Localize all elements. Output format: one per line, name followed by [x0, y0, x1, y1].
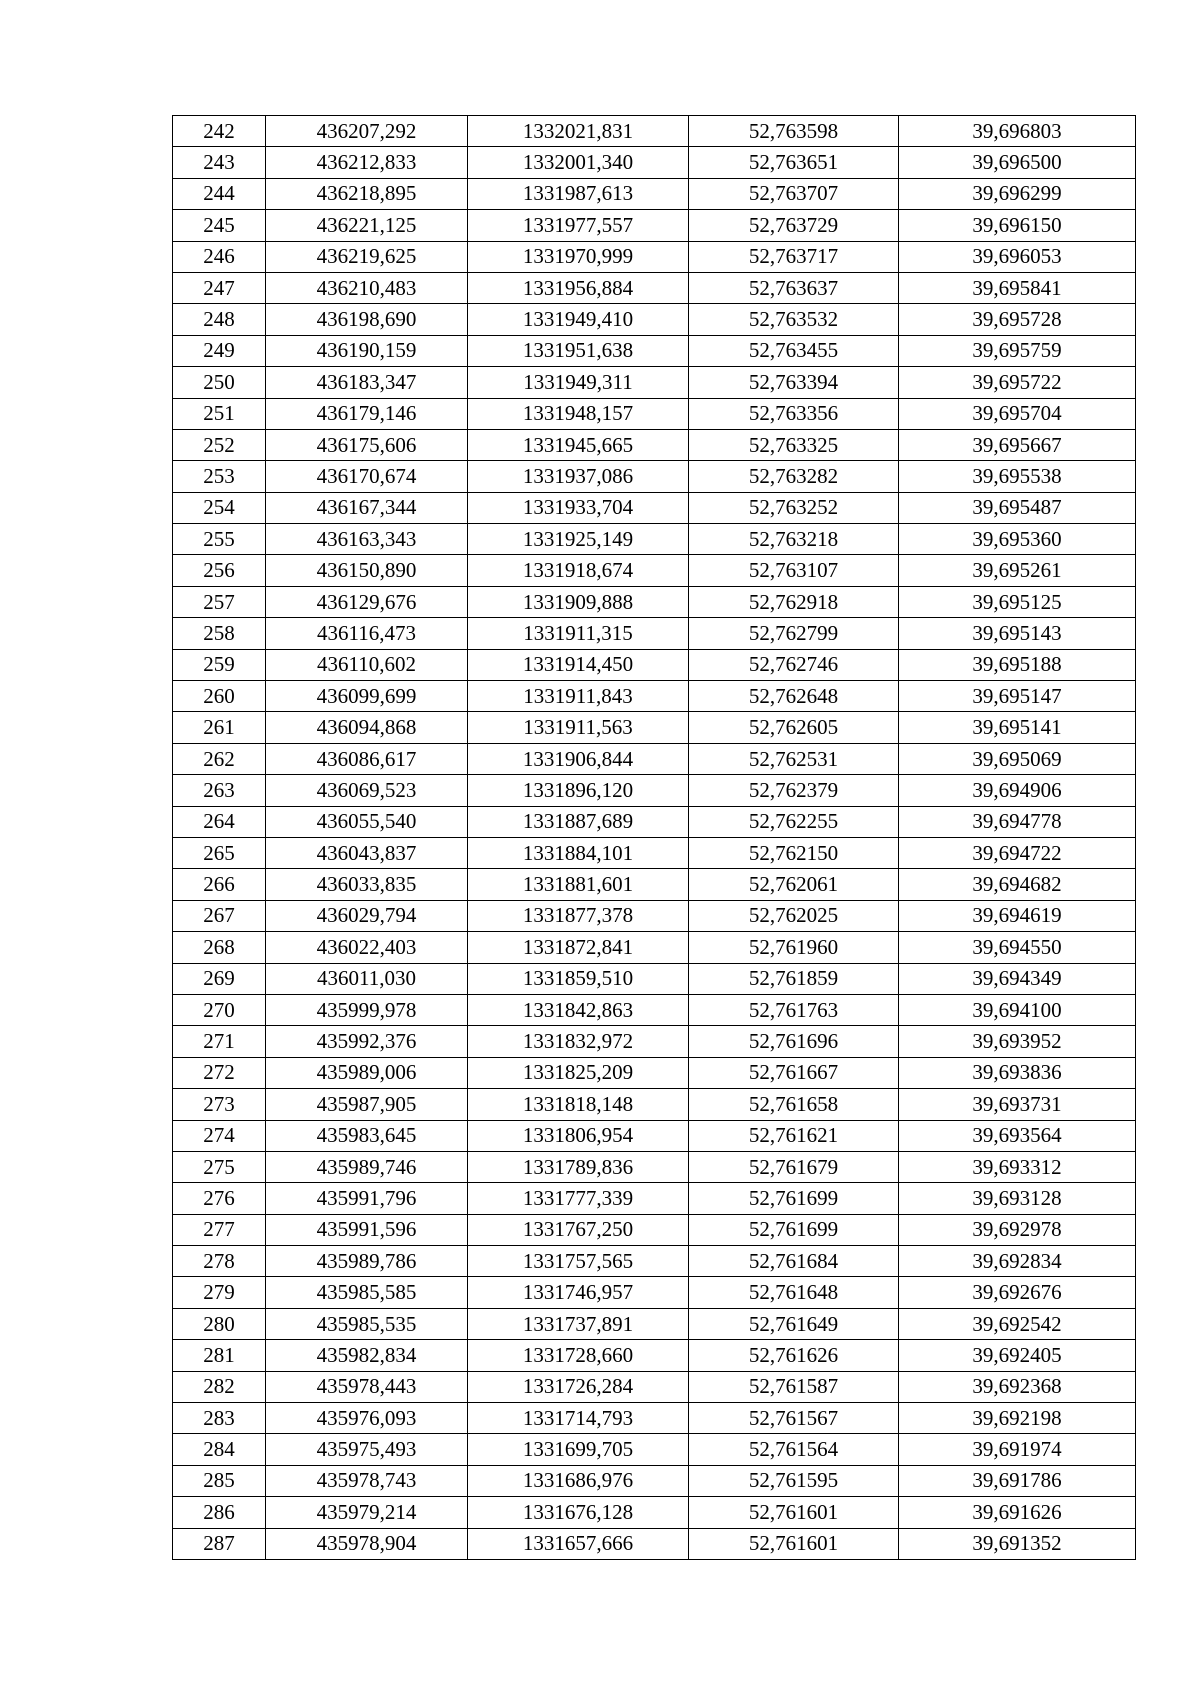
table-row [173, 335, 1136, 366]
point-number-cell: 263 [173, 775, 266, 806]
point-number-cell: 262 [173, 743, 266, 774]
latitude-cell: 52,763455 [689, 335, 899, 366]
point-number-cell: 281 [173, 1340, 266, 1371]
table-row [173, 1089, 1136, 1120]
longitude-cell: 39,693312 [899, 1151, 1136, 1182]
y-coordinate-cell: 1331872,841 [468, 932, 689, 963]
longitude-cell: 39,695667 [899, 429, 1136, 460]
point-number-cell: 280 [173, 1308, 266, 1339]
point-number-cell: 264 [173, 806, 266, 837]
x-coordinate-cell: 436221,125 [266, 210, 468, 241]
x-coordinate-cell: 435985,535 [266, 1308, 468, 1339]
longitude-cell: 39,694722 [899, 837, 1136, 868]
latitude-cell: 52,761601 [689, 1528, 899, 1559]
latitude-cell: 52,761567 [689, 1403, 899, 1434]
x-coordinate-cell: 436116,473 [266, 618, 468, 649]
latitude-cell: 52,763107 [689, 555, 899, 586]
latitude-cell: 52,763532 [689, 304, 899, 335]
y-coordinate-cell: 1331726,284 [468, 1371, 689, 1402]
table-row [173, 1183, 1136, 1214]
longitude-cell: 39,694682 [899, 869, 1136, 900]
table-row [173, 869, 1136, 900]
latitude-cell: 52,762025 [689, 900, 899, 931]
x-coordinate-cell: 436055,540 [266, 806, 468, 837]
x-coordinate-cell: 436029,794 [266, 900, 468, 931]
table-row [173, 1528, 1136, 1559]
longitude-cell: 39,694906 [899, 775, 1136, 806]
latitude-cell: 52,762061 [689, 869, 899, 900]
latitude-cell: 52,761679 [689, 1151, 899, 1182]
y-coordinate-cell: 1331746,957 [468, 1277, 689, 1308]
longitude-cell: 39,693952 [899, 1026, 1136, 1057]
table-row [173, 681, 1136, 712]
point-number-cell: 273 [173, 1089, 266, 1120]
y-coordinate-cell: 1331699,705 [468, 1434, 689, 1465]
longitude-cell: 39,695538 [899, 461, 1136, 492]
point-number-cell: 272 [173, 1057, 266, 1088]
longitude-cell: 39,696299 [899, 178, 1136, 209]
longitude-cell: 39,695487 [899, 492, 1136, 523]
table-row [173, 116, 1136, 147]
y-coordinate-cell: 1331881,601 [468, 869, 689, 900]
latitude-cell: 52,763282 [689, 461, 899, 492]
longitude-cell: 39,693836 [899, 1057, 1136, 1088]
point-number-cell: 259 [173, 649, 266, 680]
coordinates-table [172, 115, 1136, 1560]
x-coordinate-cell: 435983,645 [266, 1120, 468, 1151]
x-coordinate-cell: 436022,403 [266, 932, 468, 963]
point-number-cell: 258 [173, 618, 266, 649]
point-number-cell: 257 [173, 586, 266, 617]
latitude-cell: 52,761626 [689, 1340, 899, 1371]
table-row [173, 994, 1136, 1025]
x-coordinate-cell: 436069,523 [266, 775, 468, 806]
x-coordinate-cell: 436086,617 [266, 743, 468, 774]
point-number-cell: 287 [173, 1528, 266, 1559]
latitude-cell: 52,761649 [689, 1308, 899, 1339]
longitude-cell: 39,691626 [899, 1497, 1136, 1528]
table-row [173, 1434, 1136, 1465]
point-number-cell: 260 [173, 681, 266, 712]
latitude-cell: 52,762379 [689, 775, 899, 806]
point-number-cell: 277 [173, 1214, 266, 1245]
table-row [173, 367, 1136, 398]
y-coordinate-cell: 1331887,689 [468, 806, 689, 837]
point-number-cell: 248 [173, 304, 266, 335]
point-number-cell: 246 [173, 241, 266, 272]
x-coordinate-cell: 435999,978 [266, 994, 468, 1025]
y-coordinate-cell: 1331918,674 [468, 555, 689, 586]
y-coordinate-cell: 1331884,101 [468, 837, 689, 868]
point-number-cell: 252 [173, 429, 266, 460]
x-coordinate-cell: 436210,483 [266, 272, 468, 303]
longitude-cell: 39,694619 [899, 900, 1136, 931]
table-row [173, 1151, 1136, 1182]
x-coordinate-cell: 435987,905 [266, 1089, 468, 1120]
x-coordinate-cell: 435978,443 [266, 1371, 468, 1402]
x-coordinate-cell: 435991,796 [266, 1183, 468, 1214]
y-coordinate-cell: 1331987,613 [468, 178, 689, 209]
latitude-cell: 52,763325 [689, 429, 899, 460]
x-coordinate-cell: 435989,006 [266, 1057, 468, 1088]
point-number-cell: 269 [173, 963, 266, 994]
longitude-cell: 39,694100 [899, 994, 1136, 1025]
table-row [173, 1403, 1136, 1434]
longitude-cell: 39,695728 [899, 304, 1136, 335]
table-row [173, 1465, 1136, 1496]
x-coordinate-cell: 436170,674 [266, 461, 468, 492]
latitude-cell: 52,761658 [689, 1089, 899, 1120]
longitude-cell: 39,696053 [899, 241, 1136, 272]
point-number-cell: 256 [173, 555, 266, 586]
latitude-cell: 52,761667 [689, 1057, 899, 1088]
x-coordinate-cell: 435989,786 [266, 1246, 468, 1277]
point-number-cell: 276 [173, 1183, 266, 1214]
point-number-cell: 247 [173, 272, 266, 303]
latitude-cell: 52,761564 [689, 1434, 899, 1465]
point-number-cell: 268 [173, 932, 266, 963]
point-number-cell: 255 [173, 524, 266, 555]
x-coordinate-cell: 436011,030 [266, 963, 468, 994]
latitude-cell: 52,761684 [689, 1246, 899, 1277]
x-coordinate-cell: 436163,343 [266, 524, 468, 555]
x-coordinate-cell: 436167,344 [266, 492, 468, 523]
point-number-cell: 285 [173, 1465, 266, 1496]
y-coordinate-cell: 1331806,954 [468, 1120, 689, 1151]
y-coordinate-cell: 1331911,563 [468, 712, 689, 743]
latitude-cell: 52,763707 [689, 178, 899, 209]
y-coordinate-cell: 1331911,315 [468, 618, 689, 649]
y-coordinate-cell: 1331956,884 [468, 272, 689, 303]
y-coordinate-cell: 1331728,660 [468, 1340, 689, 1371]
table-row [173, 1120, 1136, 1151]
longitude-cell: 39,696150 [899, 210, 1136, 241]
table-row [173, 1308, 1136, 1339]
latitude-cell: 52,763394 [689, 367, 899, 398]
x-coordinate-cell: 435975,493 [266, 1434, 468, 1465]
x-coordinate-cell: 436219,625 [266, 241, 468, 272]
table-row [173, 1340, 1136, 1371]
point-number-cell: 282 [173, 1371, 266, 1402]
latitude-cell: 52,761587 [689, 1371, 899, 1402]
point-number-cell: 261 [173, 712, 266, 743]
point-number-cell: 249 [173, 335, 266, 366]
x-coordinate-cell: 435989,746 [266, 1151, 468, 1182]
longitude-cell: 39,695722 [899, 367, 1136, 398]
table-row [173, 900, 1136, 931]
latitude-cell: 52,763252 [689, 492, 899, 523]
y-coordinate-cell: 1331777,339 [468, 1183, 689, 1214]
table-row [173, 1246, 1136, 1277]
x-coordinate-cell: 436094,868 [266, 712, 468, 743]
table-row [173, 555, 1136, 586]
point-number-cell: 250 [173, 367, 266, 398]
longitude-cell: 39,692405 [899, 1340, 1136, 1371]
y-coordinate-cell: 1331896,120 [468, 775, 689, 806]
latitude-cell: 52,763637 [689, 272, 899, 303]
point-number-cell: 279 [173, 1277, 266, 1308]
table-row [173, 837, 1136, 868]
x-coordinate-cell: 436207,292 [266, 116, 468, 147]
longitude-cell: 39,695125 [899, 586, 1136, 617]
x-coordinate-cell: 435978,743 [266, 1465, 468, 1496]
y-coordinate-cell: 1331714,793 [468, 1403, 689, 1434]
table-row [173, 524, 1136, 555]
latitude-cell: 52,762255 [689, 806, 899, 837]
latitude-cell: 52,762799 [689, 618, 899, 649]
latitude-cell: 52,762648 [689, 681, 899, 712]
point-number-cell: 267 [173, 900, 266, 931]
table-row [173, 241, 1136, 272]
table-row [173, 1497, 1136, 1528]
latitude-cell: 52,761960 [689, 932, 899, 963]
longitude-cell: 39,696500 [899, 147, 1136, 178]
longitude-cell: 39,696803 [899, 116, 1136, 147]
table-row [173, 618, 1136, 649]
y-coordinate-cell: 1331859,510 [468, 963, 689, 994]
table-row [173, 304, 1136, 335]
x-coordinate-cell: 435985,585 [266, 1277, 468, 1308]
y-coordinate-cell: 1331911,843 [468, 681, 689, 712]
point-number-cell: 283 [173, 1403, 266, 1434]
x-coordinate-cell: 436110,602 [266, 649, 468, 680]
longitude-cell: 39,691352 [899, 1528, 1136, 1559]
y-coordinate-cell: 1331676,128 [468, 1497, 689, 1528]
point-number-cell: 271 [173, 1026, 266, 1057]
table-row [173, 147, 1136, 178]
table-row [173, 932, 1136, 963]
y-coordinate-cell: 1331842,863 [468, 994, 689, 1025]
longitude-cell: 39,692834 [899, 1246, 1136, 1277]
latitude-cell: 52,763729 [689, 210, 899, 241]
point-number-cell: 270 [173, 994, 266, 1025]
longitude-cell: 39,695069 [899, 743, 1136, 774]
point-number-cell: 284 [173, 1434, 266, 1465]
x-coordinate-cell: 435976,093 [266, 1403, 468, 1434]
y-coordinate-cell: 1331789,836 [468, 1151, 689, 1182]
longitude-cell: 39,692368 [899, 1371, 1136, 1402]
table-row [173, 492, 1136, 523]
longitude-cell: 39,695188 [899, 649, 1136, 680]
x-coordinate-cell: 436150,890 [266, 555, 468, 586]
table-row [173, 178, 1136, 209]
y-coordinate-cell: 1331970,999 [468, 241, 689, 272]
x-coordinate-cell: 435991,596 [266, 1214, 468, 1245]
table-row [173, 1371, 1136, 1402]
table-row [173, 963, 1136, 994]
y-coordinate-cell: 1331925,149 [468, 524, 689, 555]
longitude-cell: 39,695360 [899, 524, 1136, 555]
longitude-cell: 39,695841 [899, 272, 1136, 303]
y-coordinate-cell: 1331949,410 [468, 304, 689, 335]
y-coordinate-cell: 1331657,666 [468, 1528, 689, 1559]
point-number-cell: 253 [173, 461, 266, 492]
latitude-cell: 52,761696 [689, 1026, 899, 1057]
longitude-cell: 39,695704 [899, 398, 1136, 429]
latitude-cell: 52,761648 [689, 1277, 899, 1308]
y-coordinate-cell: 1331686,976 [468, 1465, 689, 1496]
latitude-cell: 52,763717 [689, 241, 899, 272]
table-row [173, 775, 1136, 806]
point-number-cell: 265 [173, 837, 266, 868]
longitude-cell: 39,695141 [899, 712, 1136, 743]
y-coordinate-cell: 1331832,972 [468, 1026, 689, 1057]
latitude-cell: 52,761621 [689, 1120, 899, 1151]
table-row [173, 398, 1136, 429]
point-number-cell: 242 [173, 116, 266, 147]
point-number-cell: 243 [173, 147, 266, 178]
y-coordinate-cell: 1331906,844 [468, 743, 689, 774]
point-number-cell: 245 [173, 210, 266, 241]
longitude-cell: 39,693564 [899, 1120, 1136, 1151]
table-row [173, 712, 1136, 743]
table-row [173, 429, 1136, 460]
longitude-cell: 39,695147 [899, 681, 1136, 712]
point-number-cell: 275 [173, 1151, 266, 1182]
longitude-cell: 39,694550 [899, 932, 1136, 963]
latitude-cell: 52,762531 [689, 743, 899, 774]
longitude-cell: 39,694349 [899, 963, 1136, 994]
x-coordinate-cell: 436190,159 [266, 335, 468, 366]
latitude-cell: 52,763651 [689, 147, 899, 178]
table-row [173, 743, 1136, 774]
table-row [173, 1214, 1136, 1245]
longitude-cell: 39,695143 [899, 618, 1136, 649]
latitude-cell: 52,761601 [689, 1497, 899, 1528]
x-coordinate-cell: 436183,347 [266, 367, 468, 398]
longitude-cell: 39,691974 [899, 1434, 1136, 1465]
y-coordinate-cell: 1331948,157 [468, 398, 689, 429]
longitude-cell: 39,692676 [899, 1277, 1136, 1308]
x-coordinate-cell: 435979,214 [266, 1497, 468, 1528]
latitude-cell: 52,763356 [689, 398, 899, 429]
latitude-cell: 52,761763 [689, 994, 899, 1025]
table-row [173, 461, 1136, 492]
y-coordinate-cell: 1331825,209 [468, 1057, 689, 1088]
x-coordinate-cell: 436043,837 [266, 837, 468, 868]
latitude-cell: 52,762746 [689, 649, 899, 680]
coordinates-table-body [173, 116, 1136, 1560]
longitude-cell: 39,694778 [899, 806, 1136, 837]
x-coordinate-cell: 436198,690 [266, 304, 468, 335]
point-number-cell: 278 [173, 1246, 266, 1277]
point-number-cell: 251 [173, 398, 266, 429]
longitude-cell: 39,693731 [899, 1089, 1136, 1120]
table-row [173, 806, 1136, 837]
y-coordinate-cell: 1331949,311 [468, 367, 689, 398]
y-coordinate-cell: 1331877,378 [468, 900, 689, 931]
point-number-cell: 286 [173, 1497, 266, 1528]
y-coordinate-cell: 1331737,891 [468, 1308, 689, 1339]
x-coordinate-cell: 436099,699 [266, 681, 468, 712]
point-number-cell: 274 [173, 1120, 266, 1151]
longitude-cell: 39,692978 [899, 1214, 1136, 1245]
y-coordinate-cell: 1331951,638 [468, 335, 689, 366]
longitude-cell: 39,695759 [899, 335, 1136, 366]
y-coordinate-cell: 1332001,340 [468, 147, 689, 178]
table-row [173, 1026, 1136, 1057]
latitude-cell: 52,761699 [689, 1183, 899, 1214]
x-coordinate-cell: 436212,833 [266, 147, 468, 178]
longitude-cell: 39,693128 [899, 1183, 1136, 1214]
latitude-cell: 52,762918 [689, 586, 899, 617]
point-number-cell: 266 [173, 869, 266, 900]
latitude-cell: 52,761699 [689, 1214, 899, 1245]
longitude-cell: 39,695261 [899, 555, 1136, 586]
latitude-cell: 52,762150 [689, 837, 899, 868]
table-row [173, 272, 1136, 303]
y-coordinate-cell: 1331767,250 [468, 1214, 689, 1245]
x-coordinate-cell: 436218,895 [266, 178, 468, 209]
x-coordinate-cell: 436179,146 [266, 398, 468, 429]
y-coordinate-cell: 1331977,557 [468, 210, 689, 241]
latitude-cell: 52,763598 [689, 116, 899, 147]
table-row [173, 1057, 1136, 1088]
y-coordinate-cell: 1331945,665 [468, 429, 689, 460]
latitude-cell: 52,762605 [689, 712, 899, 743]
table-row [173, 210, 1136, 241]
point-number-cell: 244 [173, 178, 266, 209]
longitude-cell: 39,691786 [899, 1465, 1136, 1496]
y-coordinate-cell: 1331914,450 [468, 649, 689, 680]
latitude-cell: 52,763218 [689, 524, 899, 555]
x-coordinate-cell: 436175,606 [266, 429, 468, 460]
latitude-cell: 52,761595 [689, 1465, 899, 1496]
latitude-cell: 52,761859 [689, 963, 899, 994]
x-coordinate-cell: 436129,676 [266, 586, 468, 617]
longitude-cell: 39,692198 [899, 1403, 1136, 1434]
y-coordinate-cell: 1331818,148 [468, 1089, 689, 1120]
y-coordinate-cell: 1331909,888 [468, 586, 689, 617]
x-coordinate-cell: 436033,835 [266, 869, 468, 900]
y-coordinate-cell: 1331933,704 [468, 492, 689, 523]
y-coordinate-cell: 1331937,086 [468, 461, 689, 492]
point-number-cell: 254 [173, 492, 266, 523]
x-coordinate-cell: 435992,376 [266, 1026, 468, 1057]
table-row [173, 586, 1136, 617]
y-coordinate-cell: 1332021,831 [468, 116, 689, 147]
x-coordinate-cell: 435982,834 [266, 1340, 468, 1371]
table-row [173, 1277, 1136, 1308]
y-coordinate-cell: 1331757,565 [468, 1246, 689, 1277]
table-row [173, 649, 1136, 680]
x-coordinate-cell: 435978,904 [266, 1528, 468, 1559]
longitude-cell: 39,692542 [899, 1308, 1136, 1339]
